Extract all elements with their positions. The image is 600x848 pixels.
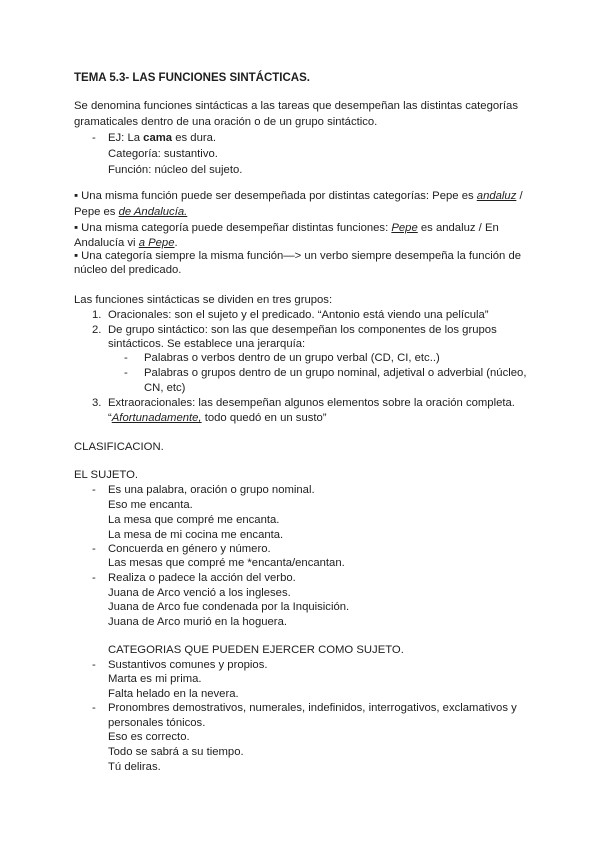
- bold-text: TEMA 5.3- LAS FUNCIONES SINTÁCTICAS.: [74, 72, 310, 84]
- text-span: Realiza o padece la acción del verbo.: [108, 572, 296, 584]
- text-span: Eso es correcto.: [108, 731, 190, 743]
- text-line: [144, 381, 185, 395]
- text-span: ▪ Una categoría siempre la misma función—> un verbo siempre desempeña la función de: [74, 250, 522, 262]
- text-span: núcleo del predicado.: [74, 264, 182, 276]
- text-line: [108, 701, 517, 715]
- text-span: EJ: La: [108, 132, 144, 144]
- document-title: [74, 71, 310, 85]
- emphasized-example: a Pepe: [138, 237, 175, 249]
- text-line: [74, 468, 138, 482]
- text-span: “: [108, 412, 112, 424]
- bold-text: cama: [143, 132, 173, 144]
- list-bullet: -: [92, 484, 96, 496]
- list-bullet: -: [124, 367, 128, 379]
- list-bullet: -: [92, 543, 96, 555]
- text-span: Palabras o grupos dentro de un grupo nominal, adjetival o adverbial (núcleo,: [144, 367, 527, 379]
- list-bullet: -: [92, 132, 96, 144]
- text-span: CATEGORIAS QUE PUEDEN EJERCER COMO SUJETO.: [108, 644, 404, 656]
- list-bullet: -: [124, 352, 128, 364]
- text-line: [74, 263, 181, 277]
- text-line: [74, 189, 523, 203]
- text-line: [108, 542, 271, 556]
- text-span: Pepe es: [74, 206, 119, 218]
- text-span: Función: núcleo del sujeto.: [108, 164, 243, 176]
- emphasized-example: andaluz: [476, 190, 517, 202]
- text-line: [108, 131, 216, 145]
- list-number: 1.: [92, 309, 102, 321]
- text-line: [74, 440, 164, 454]
- text-line: [74, 221, 499, 235]
- list-bullet: -: [92, 702, 96, 714]
- text-span: Tú deliras.: [108, 761, 161, 773]
- text-line: [74, 115, 377, 129]
- text-line: [108, 323, 497, 337]
- text-line: [108, 672, 202, 686]
- text-line: [108, 513, 279, 527]
- text-line: [108, 498, 193, 512]
- text-span: Pronombres demostrativos, numerales, indefinidos, interrogativos, exclamativos y: [108, 702, 517, 714]
- text-line: [74, 236, 178, 250]
- text-span: Sustantivos comunes y propios.: [108, 659, 268, 671]
- text-line: [108, 586, 291, 600]
- text-line: [108, 308, 489, 322]
- emphasized-example: de Andalucía.: [118, 206, 188, 218]
- text-span: EL SUJETO.: [74, 469, 139, 481]
- text-span: Extraoracionales: las desempeñan algunos elementos sobre la oración completa.: [108, 397, 515, 409]
- text-line: [74, 293, 332, 307]
- list-number: 2.: [92, 324, 102, 336]
- text-span: ▪ Una misma categoría puede desempeñar distintas funciones:: [74, 222, 392, 234]
- text-line: [74, 205, 187, 219]
- text-line: [144, 366, 526, 380]
- text-span: Palabras o verbos dentro de un grupo verbal (CD, CI, etc..): [144, 352, 440, 364]
- text-span: CLASIFICACION.: [74, 441, 164, 453]
- text-span: Juana de Arco murió en la hoguera.: [108, 616, 287, 628]
- text-span: gramaticales dentro de una oración o de un grupo sintáctico.: [74, 116, 378, 128]
- text-span: Es una palabra, oración o grupo nominal.: [108, 484, 315, 496]
- text-span: La mesa de mi cocina me encanta.: [108, 529, 284, 541]
- text-line: [108, 716, 205, 730]
- text-line: [108, 528, 283, 542]
- list-bullet: -: [92, 572, 96, 584]
- text-line: [108, 571, 296, 585]
- list-bullet: -: [92, 659, 96, 671]
- text-span: es andaluz / En: [417, 222, 499, 234]
- text-span: Se denomina funciones sintácticas a las tareas que desempeñan las distintas categorías: [74, 100, 518, 112]
- text-span: es dura.: [172, 132, 217, 144]
- text-span: Categoría: sustantivo.: [108, 148, 218, 160]
- text-line: [74, 249, 521, 263]
- text-span: Las funciones sintácticas se dividen en tres grupos:: [74, 294, 333, 306]
- text-span: Concuerda en género y número.: [108, 543, 271, 555]
- text-line: [108, 745, 244, 759]
- text-span: Eso me encanta.: [108, 499, 193, 511]
- text-span: La mesa que compré me encanta.: [108, 514, 280, 526]
- text-line: [144, 351, 440, 365]
- text-line: [108, 556, 345, 570]
- text-span: ▪ Una misma función puede ser desempeñada por distintas categorías: Pepe es: [74, 190, 477, 202]
- text-line: [108, 600, 349, 614]
- text-line: [108, 615, 287, 629]
- text-span: CN, etc): [144, 382, 186, 394]
- text-span: Juana de Arco venció a los ingleses.: [108, 587, 291, 599]
- text-span: Todo se sabrá a su tiempo.: [108, 746, 244, 758]
- text-line: [108, 643, 404, 657]
- text-span: Andalucía vi: [74, 237, 139, 249]
- text-span: Falta helado en la nevera.: [108, 688, 239, 700]
- text-line: [108, 147, 218, 161]
- text-line: [108, 163, 242, 177]
- text-line: [108, 760, 161, 774]
- text-line: [108, 411, 327, 425]
- text-span: personales tónicos.: [108, 717, 206, 729]
- text-span: De grupo sintáctico: son las que desempeñan los componentes de los grupos: [108, 324, 497, 336]
- emphasized-example: Afortunadamente,: [111, 412, 202, 424]
- text-line: [74, 99, 518, 113]
- text-span: sintácticos. Se establece una jerarquía:: [108, 338, 306, 350]
- text-span: Marta es mi prima.: [108, 673, 202, 685]
- text-span: /: [516, 190, 523, 202]
- text-line: [108, 687, 239, 701]
- text-line: [108, 730, 190, 744]
- text-span: Juana de Arco fue condenada por la Inquisición.: [108, 601, 350, 613]
- text-line: [108, 337, 305, 351]
- text-line: [108, 658, 268, 672]
- list-number: 3.: [92, 397, 102, 409]
- emphasized-example: Pepe: [391, 222, 418, 234]
- text-line: [108, 396, 515, 410]
- text-span: Las mesas que compré me *encanta/encantan.: [108, 557, 345, 569]
- text-span: todo quedó en un susto”: [201, 412, 327, 424]
- text-span: Oracionales: son el sujeto y el predicado. “Antonio está viendo una película”: [108, 309, 489, 321]
- text-span: .: [174, 237, 178, 249]
- text-line: [108, 483, 315, 497]
